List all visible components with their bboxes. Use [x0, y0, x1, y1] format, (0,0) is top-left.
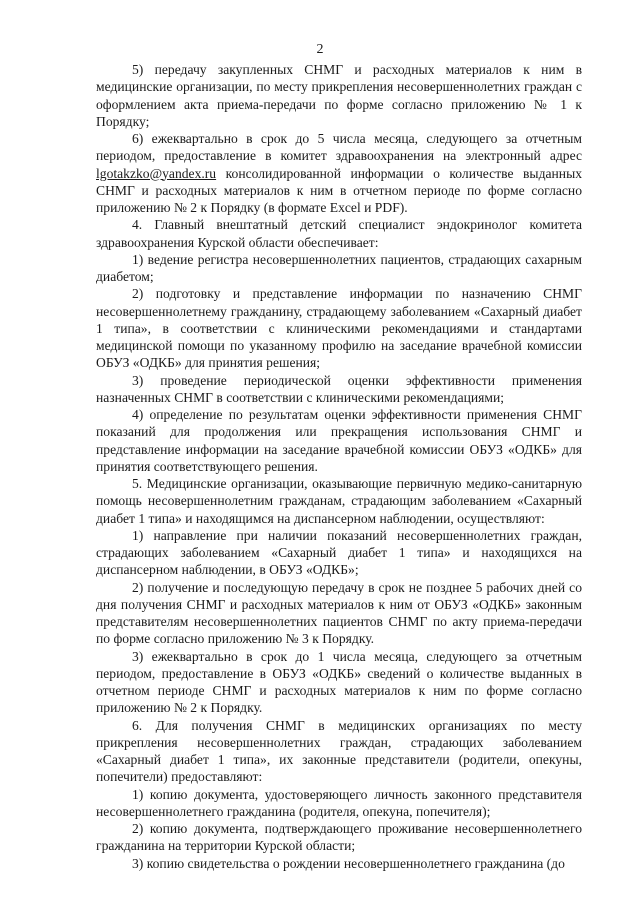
email-link[interactable]: lgotakzko@yandex.ru — [96, 165, 217, 181]
paragraph-section-5: 5. Медицинские организации, оказывающие первичную медико-санитарную помощь несовершеннолетним гражданам, страдающим заболеванием «Сахарный диабет 1 типа» и находящимся на диспансерном наблюдении, осуществляют: — [96, 476, 582, 526]
paragraph-text: консолидированной информации о количестве выданных СНМГ и расходных материалов к ним в отчетном периоде по форме согласно приложению № 2 к Порядку (в формате Excel и PDF). — [96, 165, 582, 215]
paragraph-item-5-transfer: 5) передачу закупленных СНМГ и расходных материалов к ним в медицинские организации, по месту прикрепления несовершеннолетних граждан с оформлением акта приема-передачи по форме согласно приложению № 1 к Порядку; — [96, 62, 582, 129]
paragraph-section-4: 4. Главный внештатный детский специалист эндокринолог комитета здравоохранения Курской области обеспечивает: — [96, 217, 582, 250]
paragraph-section-5-item-2: 2) получение и последующую передачу в срок не позднее 5 рабочих дней со дня получения СНМГ и расходных материалов к ним от ОБУЗ «ОДКБ» законным представителям несовершеннолетних пациентов СНМГ по акту приема-передачи по форме согласно приложению № 3 к Порядку. — [96, 579, 582, 647]
document-body — [96, 61, 582, 872]
paragraph-section-4-item-1: 1) ведение регистра несовершеннолетних пациентов, страдающих сахарным диабетом; — [96, 251, 582, 284]
paragraph-section-4-item-4: 4) определение по результатам оценки эффективности применения СНМГ показаний для продолжения или прекращения использования СНМГ и представление информации на заседание врачебной комиссии ОБУЗ «ОДКБ» для принятия соответствующего решения. — [96, 407, 582, 474]
paragraph-section-5-item-1: 1) направление при наличии показаний несовершеннолетних граждан, страдающих заболеванием «Сахарный диабет 1 типа» и находящихся на диспансерном наблюдении, в ОБУЗ «ОДКБ»; — [96, 527, 582, 578]
paragraph-section-5-item-3: 3) ежеквартально в срок до 1 числа месяца, следующего за отчетным периодом, предоставление в ОБУЗ «ОДКБ» сведений о количестве выданных в отчетном периоде СНМГ и расходных материалов к ним по форме согласно приложению № 2 к Порядку. — [96, 648, 582, 716]
paragraph-item-6-quarterly-report — [96, 130, 582, 216]
paragraph-section-6-item-3: 3) копию свидетельства о рождении несовершеннолетнего гражданина (до — [132, 855, 565, 871]
page-number: 2 — [316, 42, 324, 57]
paragraph-section-6-item-2: 2) копию документа, подтверждающего проживание несовершеннолетнего гражданина на территории Курской области; — [96, 821, 582, 854]
paragraph-section-4-item-2: 2) подготовку и представление информации по назначению СНМГ несовершеннолетнему гражданину, страдающему заболеванием «Сахарный диабет 1 типа», в соответствии с клиническими рекомендациями и стандартами медицинской помощи по указанному профилю на заседание врачебной комиссии ОБУЗ «ОДКБ» для принятия решения; — [96, 286, 582, 371]
paragraph-section-4-item-3: 3) проведение периодической оценки эффективности применения назначенных СНМГ в соответствии с клиническими рекомендациями; — [96, 372, 582, 405]
paragraph-section-6-item-1: 1) копию документа, удостоверяющего личность законного представителя несовершеннолетнего гражданина (родителя, опекуна, попечителя); — [96, 786, 582, 819]
paragraph-text: 6) ежеквартально в срок до 5 числа месяца, следующего за отчетным периодом, предоставление в комитет здравоохранения на электронный адрес — [96, 131, 582, 164]
paragraph-section-6: 6. Для получения СНМГ в медицинских организациях по месту прикрепления несовершеннолетних граждан, страдающих заболеванием «Сахарный диабет 1 типа», их законные представители (родители, опекуны, попечители) предоставляют: — [96, 717, 582, 785]
